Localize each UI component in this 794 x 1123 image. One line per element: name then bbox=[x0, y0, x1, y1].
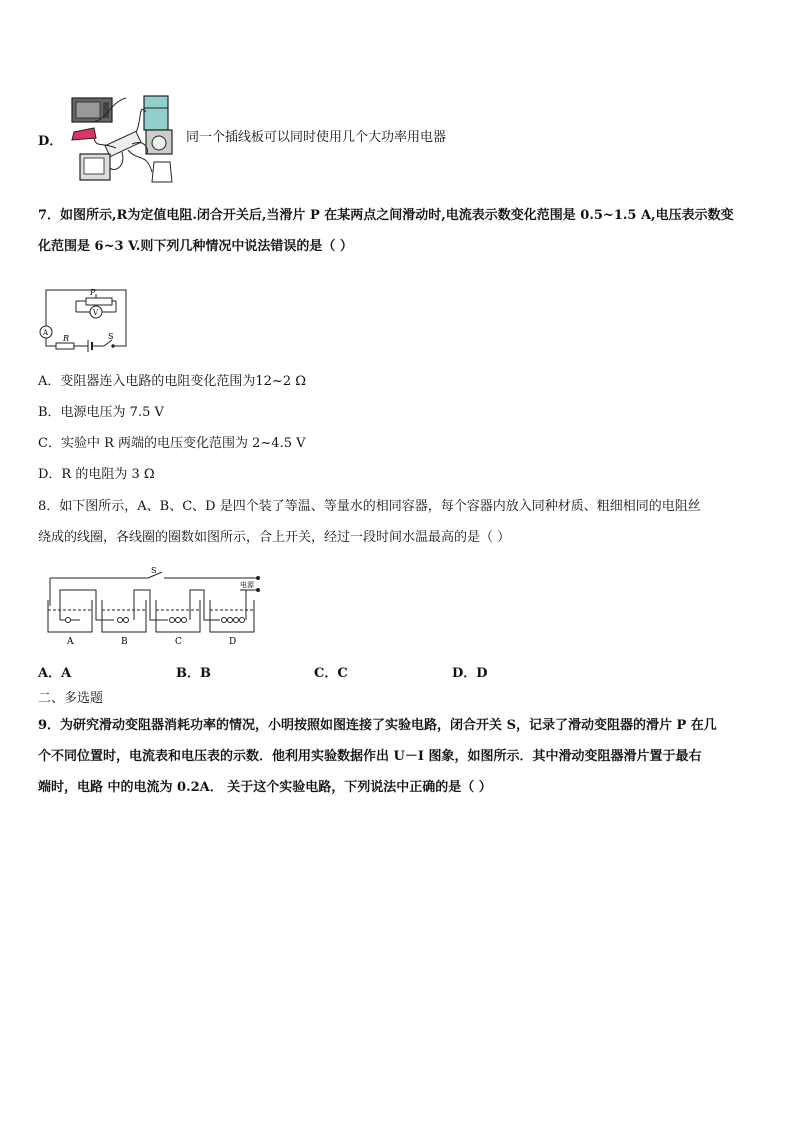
q7-stem-line1: 7．如图所示,R为定值电阻.闭合开关后,当滑片 P 在某两点之间滑动时,电流表示数变化范围是 0.5~1.5 A,电压表示数变 bbox=[38, 208, 734, 223]
q8-option-d: D．D bbox=[452, 666, 488, 681]
q7-label-r: R bbox=[63, 334, 70, 343]
q9-stem-line1: 9．为研究滑动变阻器消耗功率的情况，小明按照如图连接了实验电路，闭合开关 S，记录了滑动变阻器的滑片 P 在几 bbox=[38, 718, 717, 733]
q7-option-c: C．实验中 R 两端的电压变化范围为 2~4.5 V bbox=[38, 436, 306, 451]
q8-label-c: C bbox=[175, 637, 182, 647]
q6-option-d-text: 同一个插线板可以同时使用几个大功率用电器 bbox=[186, 130, 447, 145]
q7-label-a: A bbox=[43, 329, 49, 337]
q9-stem-line3: 端时，电路 中的电流为 0.2A． 关于这个实验电路，下列说法中正确的是（ ） bbox=[38, 780, 492, 795]
q8-stem-line2: 绕成的线圈，各线圈的圈数如图所示，合上开关，经过一段时间水温最高的是（ ） bbox=[38, 530, 511, 545]
q7-circuit-diagram bbox=[36, 276, 136, 356]
q8-option-a: A．A bbox=[38, 666, 72, 681]
q9-stem-line2: 个不同位置时，电流表和电压表的示数．他利用实验数据作出 U－I 图象，如图所示．其中滑动变阻器滑片置于最右 bbox=[38, 749, 702, 764]
q8-label-source: 电源 bbox=[240, 581, 254, 589]
q7-option-a: A．变阻器连入电路的电阻变化范围为12~2 Ω bbox=[38, 374, 307, 389]
section-title-multiple-choice: 二、多选题 bbox=[38, 691, 104, 706]
q7-label-p: P bbox=[90, 288, 96, 297]
q7-option-d: D．R 的电阻为 3 Ω bbox=[38, 467, 155, 482]
q8-stem-line1: 8．如下图所示，A、B、C、D 是四个装了等温、等量水的相同容器，每个容器内放入同种材质、粗细相同的电阻丝 bbox=[38, 499, 701, 514]
appliances-illustration bbox=[66, 92, 186, 192]
q8-label-d: D bbox=[229, 637, 237, 647]
q7-stem-line2: 化范围是 6~3 V.则下列几种情况中说法错误的是（ ） bbox=[38, 239, 353, 254]
q8-option-c: C．C bbox=[314, 666, 348, 681]
q8-label-b: B bbox=[121, 637, 128, 647]
q8-option-b: B．B bbox=[176, 666, 211, 681]
q6-option-d-letter: D． bbox=[38, 134, 63, 149]
q7-label-s: S bbox=[108, 332, 114, 341]
q8-label-a: A bbox=[67, 637, 74, 647]
q7-option-b: B．电源电压为 7.5 V bbox=[38, 405, 164, 420]
q7-label-v: V bbox=[93, 309, 99, 317]
q8-containers-diagram bbox=[40, 562, 270, 650]
q8-label-switch: S bbox=[151, 566, 157, 575]
